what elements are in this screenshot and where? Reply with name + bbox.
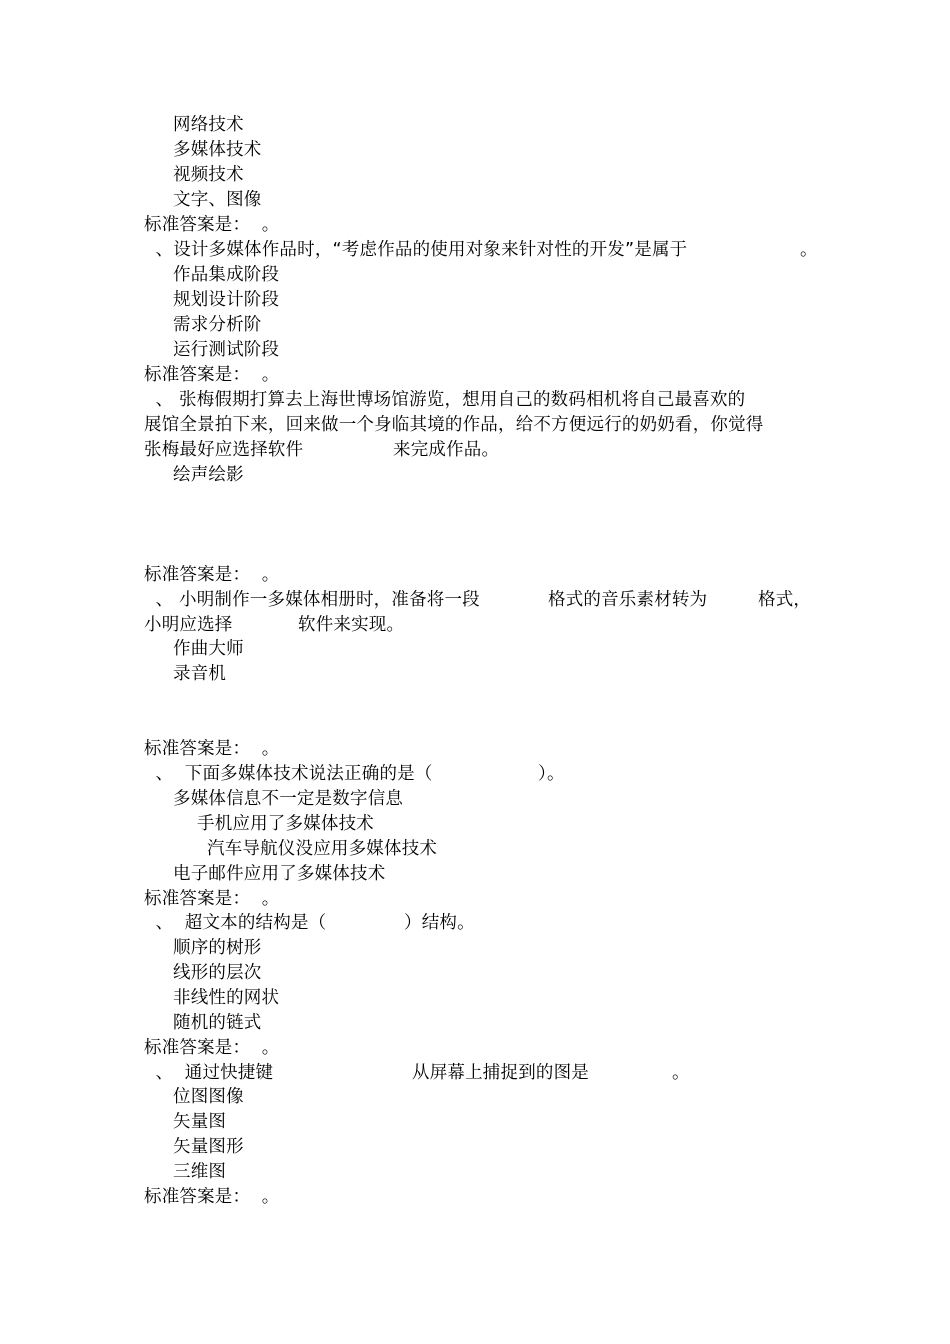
option-text: 位图图像 xyxy=(173,1087,244,1107)
option-text: 文字、图像 xyxy=(173,190,262,210)
question-stem: 张梅最好应选择软件 xyxy=(144,440,304,460)
option-text: 随机的链式 xyxy=(173,1013,262,1033)
question-stem: ）结构。 xyxy=(404,913,475,933)
question-stem-end: 。 xyxy=(800,240,818,260)
question-stem: 从屏幕上捕捉到的图是 xyxy=(412,1063,589,1083)
option-text: 线形的层次 xyxy=(173,963,262,983)
option-text: 规划设计阶段 xyxy=(173,290,280,310)
option-text: 多媒体技术 xyxy=(173,140,262,160)
option-text: 运行测试阶段 xyxy=(173,340,280,360)
question-stem: 格式的音乐素材转为 xyxy=(548,590,708,610)
question-stem: 软件来实现。 xyxy=(298,615,405,635)
standard-answer: 标准答案是： 。 xyxy=(144,1187,280,1207)
option-text: 顺序的树形 xyxy=(173,938,262,958)
question-stem: 、 下面多媒体技术说法正确的是（ xyxy=(144,764,433,784)
question-stem: 、 通过快捷键 xyxy=(144,1063,274,1083)
question-stem: 、 超文本的结构是（ xyxy=(144,913,327,933)
option-text: 作曲大师 xyxy=(173,639,244,659)
standard-answer: 标准答案是： 。 xyxy=(144,565,280,585)
question-stem: 展馆全景拍下来，回来做一个身临其境的作品，给不方便远行的奶奶看，你觉得 xyxy=(144,415,764,435)
question-stem: 格式， xyxy=(758,590,812,610)
question-stem: 、 张梅假期打算去上海世博场馆游览，想用自己的数码相机将自己最喜欢的 xyxy=(144,390,746,410)
option-text: 汽车导航仪没应用多媒体技术 xyxy=(207,839,438,859)
option-text: 三维图 xyxy=(173,1162,227,1182)
option-text: 多媒体信息不一定是数字信息 xyxy=(173,789,404,809)
question-stem: 来完成作品。 xyxy=(393,440,500,460)
option-text: 电子邮件应用了多媒体技术 xyxy=(173,864,386,884)
standard-answer: 标准答案是： 。 xyxy=(144,739,280,759)
standard-answer: 标准答案是： 。 xyxy=(144,889,280,909)
standard-answer: 标准答案是： 。 xyxy=(144,365,280,385)
standard-answer: 标准答案是： 。 xyxy=(144,215,280,235)
option-text: 需求分析阶 xyxy=(173,315,262,335)
option-text: 非线性的网状 xyxy=(173,988,280,1008)
option-text: 作品集成阶段 xyxy=(173,265,280,285)
option-text: 视频技术 xyxy=(173,165,244,185)
option-text: 矢量图形 xyxy=(173,1137,244,1157)
option-text: 录音机 xyxy=(173,664,227,684)
question-stem: 小明应选择 xyxy=(144,615,233,635)
option-text: 网络技术 xyxy=(173,115,244,135)
option-text: 矢量图 xyxy=(173,1112,227,1132)
option-text: 手机应用了多媒体技术 xyxy=(197,814,374,834)
question-stem: 、设计多媒体作品时，“考虑作品的使用对象来针对性的开发”是属于 xyxy=(144,240,688,260)
option-text: 绘声绘影 xyxy=(173,465,244,485)
question-stem: 。 xyxy=(672,1063,690,1083)
standard-answer: 标准答案是： 。 xyxy=(144,1038,280,1058)
question-stem: ）。 xyxy=(538,764,565,784)
question-stem: 、 小明制作一多媒体相册时，准备将一段 xyxy=(144,590,480,610)
